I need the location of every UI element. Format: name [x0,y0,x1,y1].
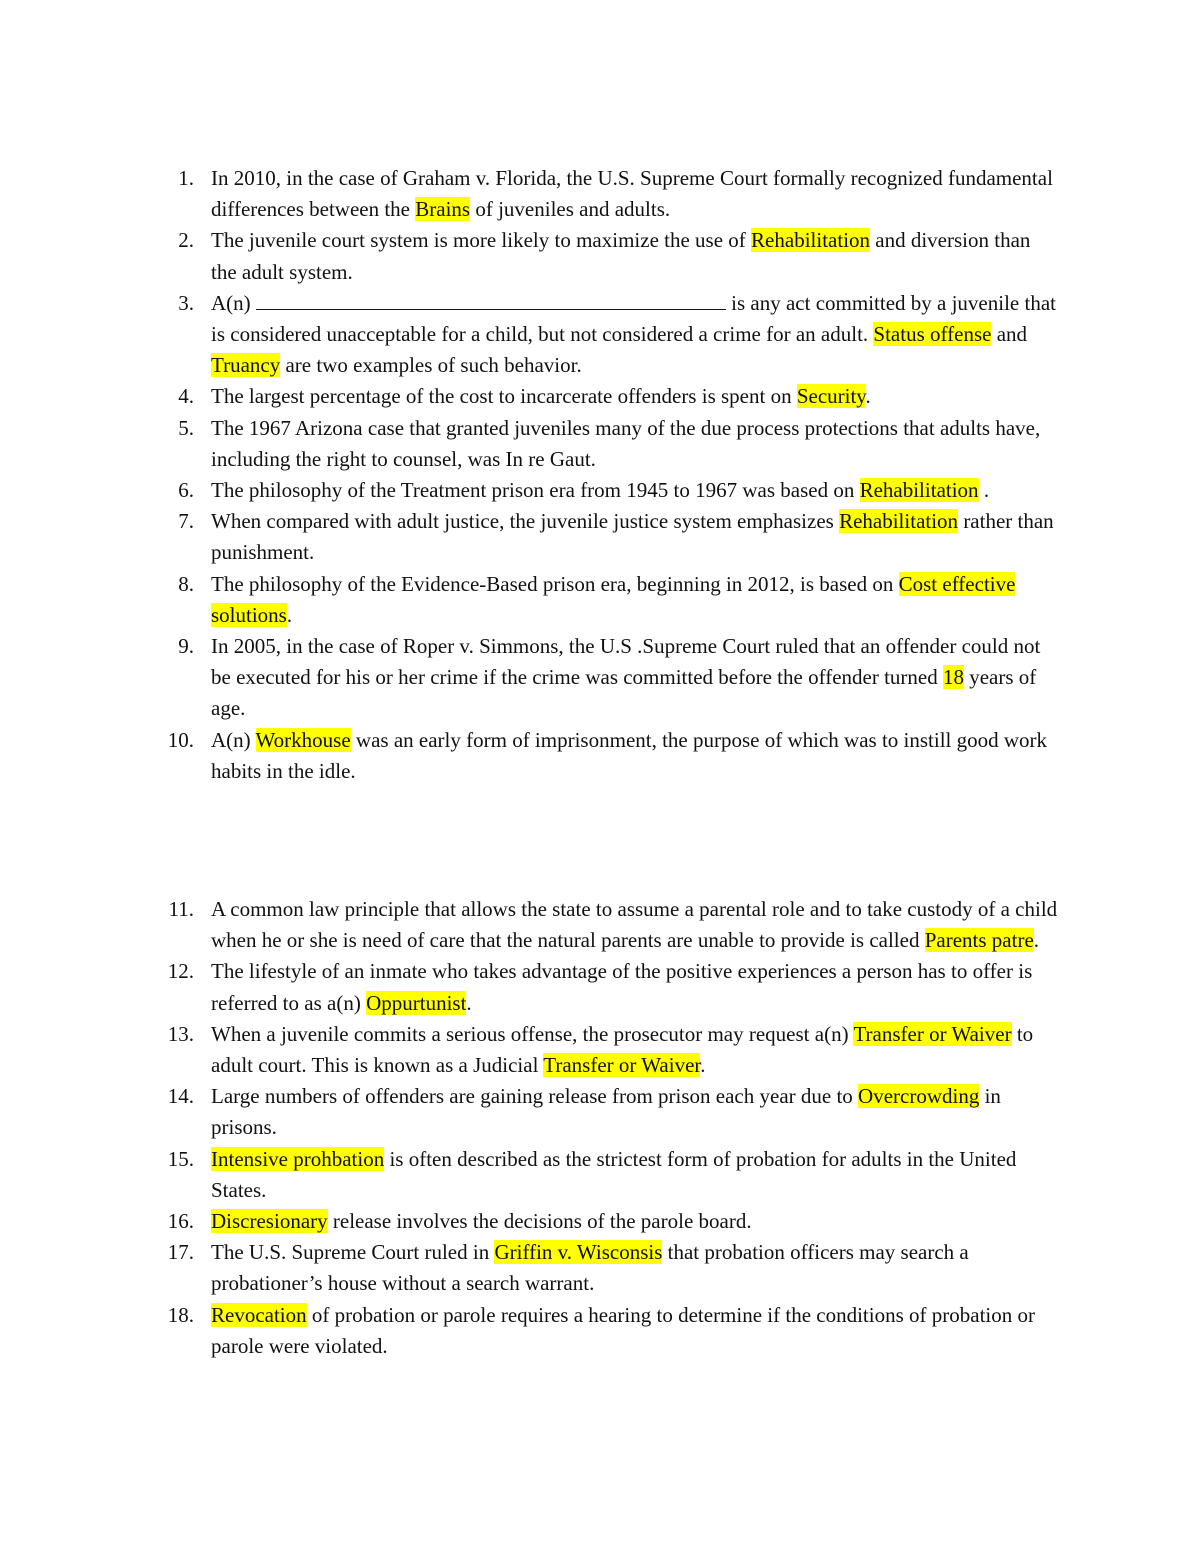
question-text [211,1022,1033,1077]
text-segment: The juvenile court system is more likely to maximize the use of [211,228,752,253]
question-item [0,506,1200,568]
question-text [211,1209,752,1233]
question-text [211,509,1054,564]
question-number: 12. [167,959,194,984]
question-item [0,1300,1200,1362]
text-segment: In 2005, in the case of Roper v. Simmons, the U.S .Supreme Court ruled that an offender could not be executed for his or her crime if the crime was committed before the offender turned [211,634,1041,690]
question-item [0,475,1200,506]
question-number: 1. [178,166,194,190]
question-number: 10. [167,727,194,752]
text-segment: and [991,322,1028,347]
question-number: 14. [167,1084,194,1109]
question-item [0,956,1200,1018]
text-segment: The U.S. Supreme Court ruled in [211,1240,495,1265]
text-segment: . [700,1053,706,1078]
highlighted-answer: Revocation [211,1302,307,1327]
text-segment: In 2010, in the case of Graham v. Florida, the U.S. Supreme Court formally recognized fundamental differences between the [211,166,1053,222]
question-text [211,959,1032,1014]
question-number: 11. [168,897,194,921]
question-item [0,894,1200,956]
text-segment: When a juvenile commits a serious offense, the prosecutor may request a(n) [211,1021,854,1046]
question-item [0,1081,1200,1143]
highlighted-answer: Workhouse [255,727,351,752]
answer-blank-line [256,289,726,310]
highlighted-answer: Security [796,384,866,409]
text-segment: The philosophy of the Evidence-Based prison era, beginning in 2012, is based on [211,571,899,596]
question-item [0,1019,1200,1081]
question-number: 4. [178,384,194,409]
text-segment: . [286,602,293,627]
question-text [211,1303,1035,1358]
question-text [211,291,1056,377]
question-text [211,1147,1016,1202]
text-segment: was an early form of imprisonment, the purpose of which was to instill good work habits in the idle. [211,727,1048,783]
highlighted-answer: Intensive prohbation [211,1146,385,1171]
highlighted-answer: Cost effective solutions [211,571,1016,627]
question-number: 5. [178,415,194,440]
text-segment: years of age. [211,665,1037,721]
question-item [0,288,1200,382]
question-text [211,1240,969,1295]
highlighted-answer: Transfer or Waiver [853,1021,1012,1046]
question-text [211,728,1047,783]
text-segment: release involves the decisions of the parole board. [327,1209,752,1234]
highlighted-answer: 18 [942,665,964,690]
text-segment: The philosophy of the Treatment prison era from 1945 to 1967 was based on [211,478,860,503]
highlighted-answer: Discresionary [211,1209,328,1234]
question-number: 13. [167,1021,194,1046]
text-segment: A(n) [211,727,256,752]
question-item [0,569,1200,631]
question-text [211,478,989,502]
text-segment: A(n) [211,290,256,315]
text-segment: in prisons. [211,1084,1001,1140]
text-segment: . [1033,928,1040,953]
highlighted-answer: Transfer or Waiver [543,1053,701,1078]
highlighted-answer: Oppurtunist [366,990,467,1015]
highlighted-answer: Griffin v. Wisconsis [494,1240,663,1265]
text-segment: are two examples of such behavior. [280,353,582,378]
question-number: 15. [167,1146,194,1171]
question-item [0,1237,1200,1299]
text-segment: . [466,990,472,1015]
text-segment: The largest percentage of the cost to incarcerate offenders is spent on [211,384,797,409]
question-text [211,897,1057,952]
highlighted-answer: Status offense [873,322,992,347]
question-item [0,1206,1200,1237]
highlighted-answer: Parents patre [924,928,1034,953]
text-segment: is often described as the strictest form of probation for adults in the United States. [211,1146,1017,1202]
text-segment: A common law principle that allows the state to assume a parental role and to take custody of a child when he or she is need of care that the natural parents are unable to provide is called [211,897,1058,953]
question-number: 8. [178,571,194,596]
text-segment: . [978,478,990,503]
highlighted-answer: Overcrowding [858,1084,980,1109]
text-segment: The lifestyle of an inmate who takes advantage of the positive experiences a person has to offer is referred to as a(n) [211,959,1033,1015]
text-segment: is any act committed by a juvenile that is considered unacceptable for a child, but not considered a crime for an adult. [211,290,1056,347]
text-segment: When compared with adult justice, the juvenile justice system emphasizes [211,509,840,534]
question-item [0,1144,1200,1206]
text-segment: The 1967 Arizona case that granted juveniles many of the due process protections that adults have, including the right to counsel, was In re Gaut. [211,415,1041,471]
question-number: 16. [167,1209,194,1234]
question-item [0,631,1200,725]
question-item [0,725,1200,787]
question-item [0,225,1200,287]
question-text [211,166,1053,221]
question-list-part-2 [0,894,1200,1362]
question-number: 2. [178,228,194,253]
question-item [0,163,1200,225]
question-number: 7. [178,509,194,534]
highlighted-answer: Brains [415,197,471,222]
question-text [211,416,1040,471]
text-segment: to adult court. This is known as a Judicial [211,1021,1034,1078]
question-number: 3. [178,290,194,315]
text-segment: Large numbers of offenders are gaining release from prison each year due to [211,1084,859,1109]
question-list-part-1 [0,163,1200,787]
question-number: 18. [167,1302,194,1327]
text-segment: . [865,384,871,409]
text-segment: that probation officers may search a probationer’s house without a search warrant. [211,1240,969,1296]
question-text [211,384,871,408]
highlighted-answer: Rehabilitation [859,478,979,503]
question-number: 9. [178,634,194,659]
text-segment: of juveniles and adults. [470,197,671,222]
question-text [211,228,1030,283]
question-number: 17. [167,1240,194,1265]
question-item [0,413,1200,475]
text-segment: rather than punishment. [211,509,1054,565]
question-text [211,572,1015,627]
question-item [0,381,1200,412]
text-segment: of probation or parole requires a hearing to determine if the conditions of probation or parole were violated. [211,1302,1035,1358]
highlighted-answer: Truancy [211,353,281,378]
highlighted-answer: Rehabilitation [839,509,959,534]
question-number: 6. [178,478,194,503]
highlighted-answer: Rehabilitation [751,228,871,253]
text-segment: and diversion than the adult system. [211,228,1031,284]
question-text [211,634,1040,720]
question-text [211,1084,1001,1139]
